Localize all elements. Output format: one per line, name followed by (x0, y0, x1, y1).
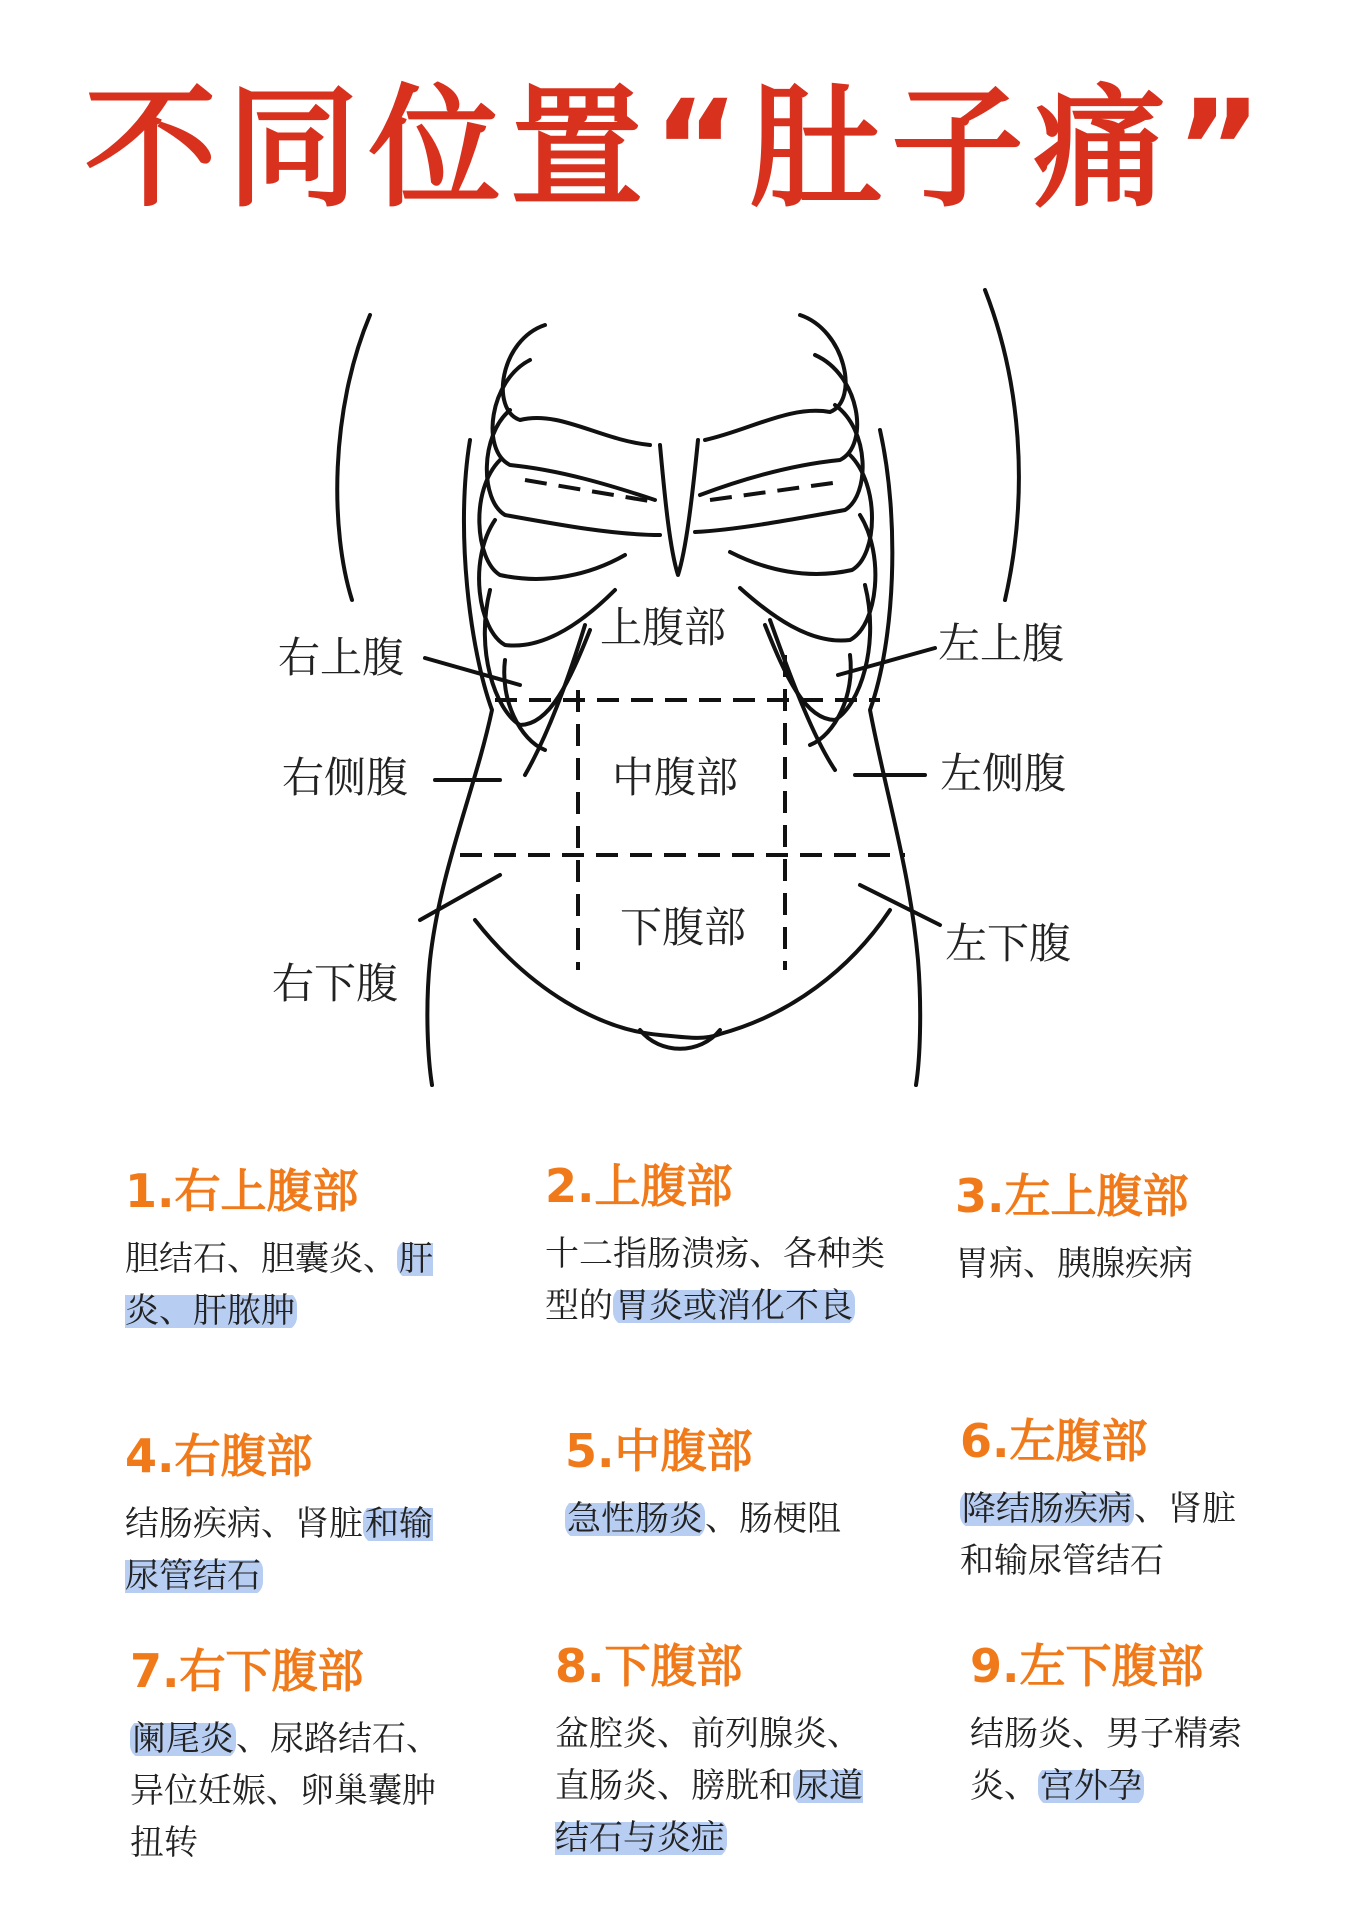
rib-r3 (487, 410, 660, 535)
section-2-highlight: 胃炎或消化不良 (615, 1286, 853, 1326)
pointer-right-lower (420, 875, 500, 920)
label-mid: 中腹部 (612, 753, 739, 802)
rib-l5 (740, 515, 875, 641)
rib-r7 (504, 660, 545, 750)
section-2-heading: 2.上腹部 (545, 1159, 733, 1213)
section-3-text: 胃病、胰腺疾病 (955, 1244, 1193, 1284)
torso-left-side (870, 430, 920, 1085)
section-3-heading: 3.左上腹部 (955, 1169, 1189, 1223)
section-5-highlight: 急性肠炎 (567, 1499, 703, 1539)
label-left-side: 左侧腹 (940, 749, 1067, 798)
section-8-text: 盆腔炎、前列腺炎、直肠炎、膀胱和尿道结石与炎症 (555, 1714, 863, 1858)
section-4-text: 结肠疾病、肾脏和输尿管结石 (125, 1504, 433, 1596)
section-2-text: 十二指肠溃疡、各种类型的胃炎或消化不良 (545, 1234, 885, 1326)
label-right-side: 右侧腹 (282, 753, 409, 802)
section-6-text: 降结肠疾病、肾脏和输尿管结石 (960, 1489, 1236, 1581)
section-7-heading: 7.右下腹部 (130, 1644, 364, 1698)
section-2 (545, 1150, 885, 1332)
section-5-text: 急性肠炎、肠梗阻 (567, 1499, 841, 1539)
section-8 (555, 1630, 875, 1864)
rib-l4 (730, 455, 872, 574)
abdomen-diagram (0, 270, 1357, 1100)
section-5-heading: 5.中腹部 (565, 1424, 753, 1478)
rib-r1 (503, 325, 650, 445)
section-6 (960, 1405, 1260, 1587)
rib-l2 (700, 355, 857, 495)
section-8-heading: 8.下腹部 (555, 1639, 743, 1693)
section-9-highlight: 宫外孕 (1040, 1766, 1142, 1806)
pointer-left-lower (860, 885, 940, 925)
section-1-heading: 1.右上腹部 (125, 1164, 359, 1218)
section-9 (970, 1630, 1260, 1812)
section-8-highlight: 尿道结石与炎症 (555, 1766, 863, 1858)
page-title: 不同位置“肚子痛” (84, 72, 1273, 226)
section-4-heading: 4.右腹部 (125, 1429, 313, 1483)
label-epigastric: 上腹部 (600, 603, 727, 652)
section-6-heading: 6.左腹部 (960, 1414, 1148, 1468)
section-7-highlight: 阑尾炎 (132, 1719, 234, 1759)
sternum (660, 440, 698, 575)
section-7-text: 阑尾炎、尿路结石、异位妊娠、卵巢囊肿扭转 (130, 1719, 440, 1863)
rib-r2 (493, 360, 655, 500)
section-6-highlight: 降结肠疾病 (962, 1489, 1132, 1529)
rib-l1 (705, 315, 846, 440)
section-5 (565, 1415, 865, 1545)
section-9-text: 结肠炎、男子精索炎、宫外孕 (970, 1714, 1242, 1806)
rib-r5 (479, 520, 615, 646)
right-arm-outline (337, 315, 370, 600)
section-9-heading: 9.左下腹部 (970, 1639, 1204, 1693)
rib-r4 (479, 460, 625, 579)
label-left-lower: 左下腹 (945, 919, 1072, 968)
section-4 (125, 1420, 465, 1602)
section-1-text: 胆结石、胆囊炎、肝炎、肝脓肿 (125, 1239, 433, 1331)
section-1-highlight: 肝炎、肝脓肿 (125, 1239, 433, 1331)
section-4-highlight: 和输尿管结石 (125, 1504, 433, 1596)
section-3 (955, 1160, 1285, 1290)
label-left-upper: 左上腹 (938, 619, 1065, 668)
label-lower: 下腹部 (620, 903, 747, 952)
costal-margin-left (770, 620, 835, 770)
dashed-rib-right (525, 480, 655, 502)
label-right-lower: 右下腹 (272, 959, 399, 1008)
label-right-upper: 右上腹 (278, 633, 405, 682)
section-1 (125, 1155, 465, 1337)
section-7 (130, 1635, 460, 1869)
left-arm-outline (985, 290, 1019, 600)
